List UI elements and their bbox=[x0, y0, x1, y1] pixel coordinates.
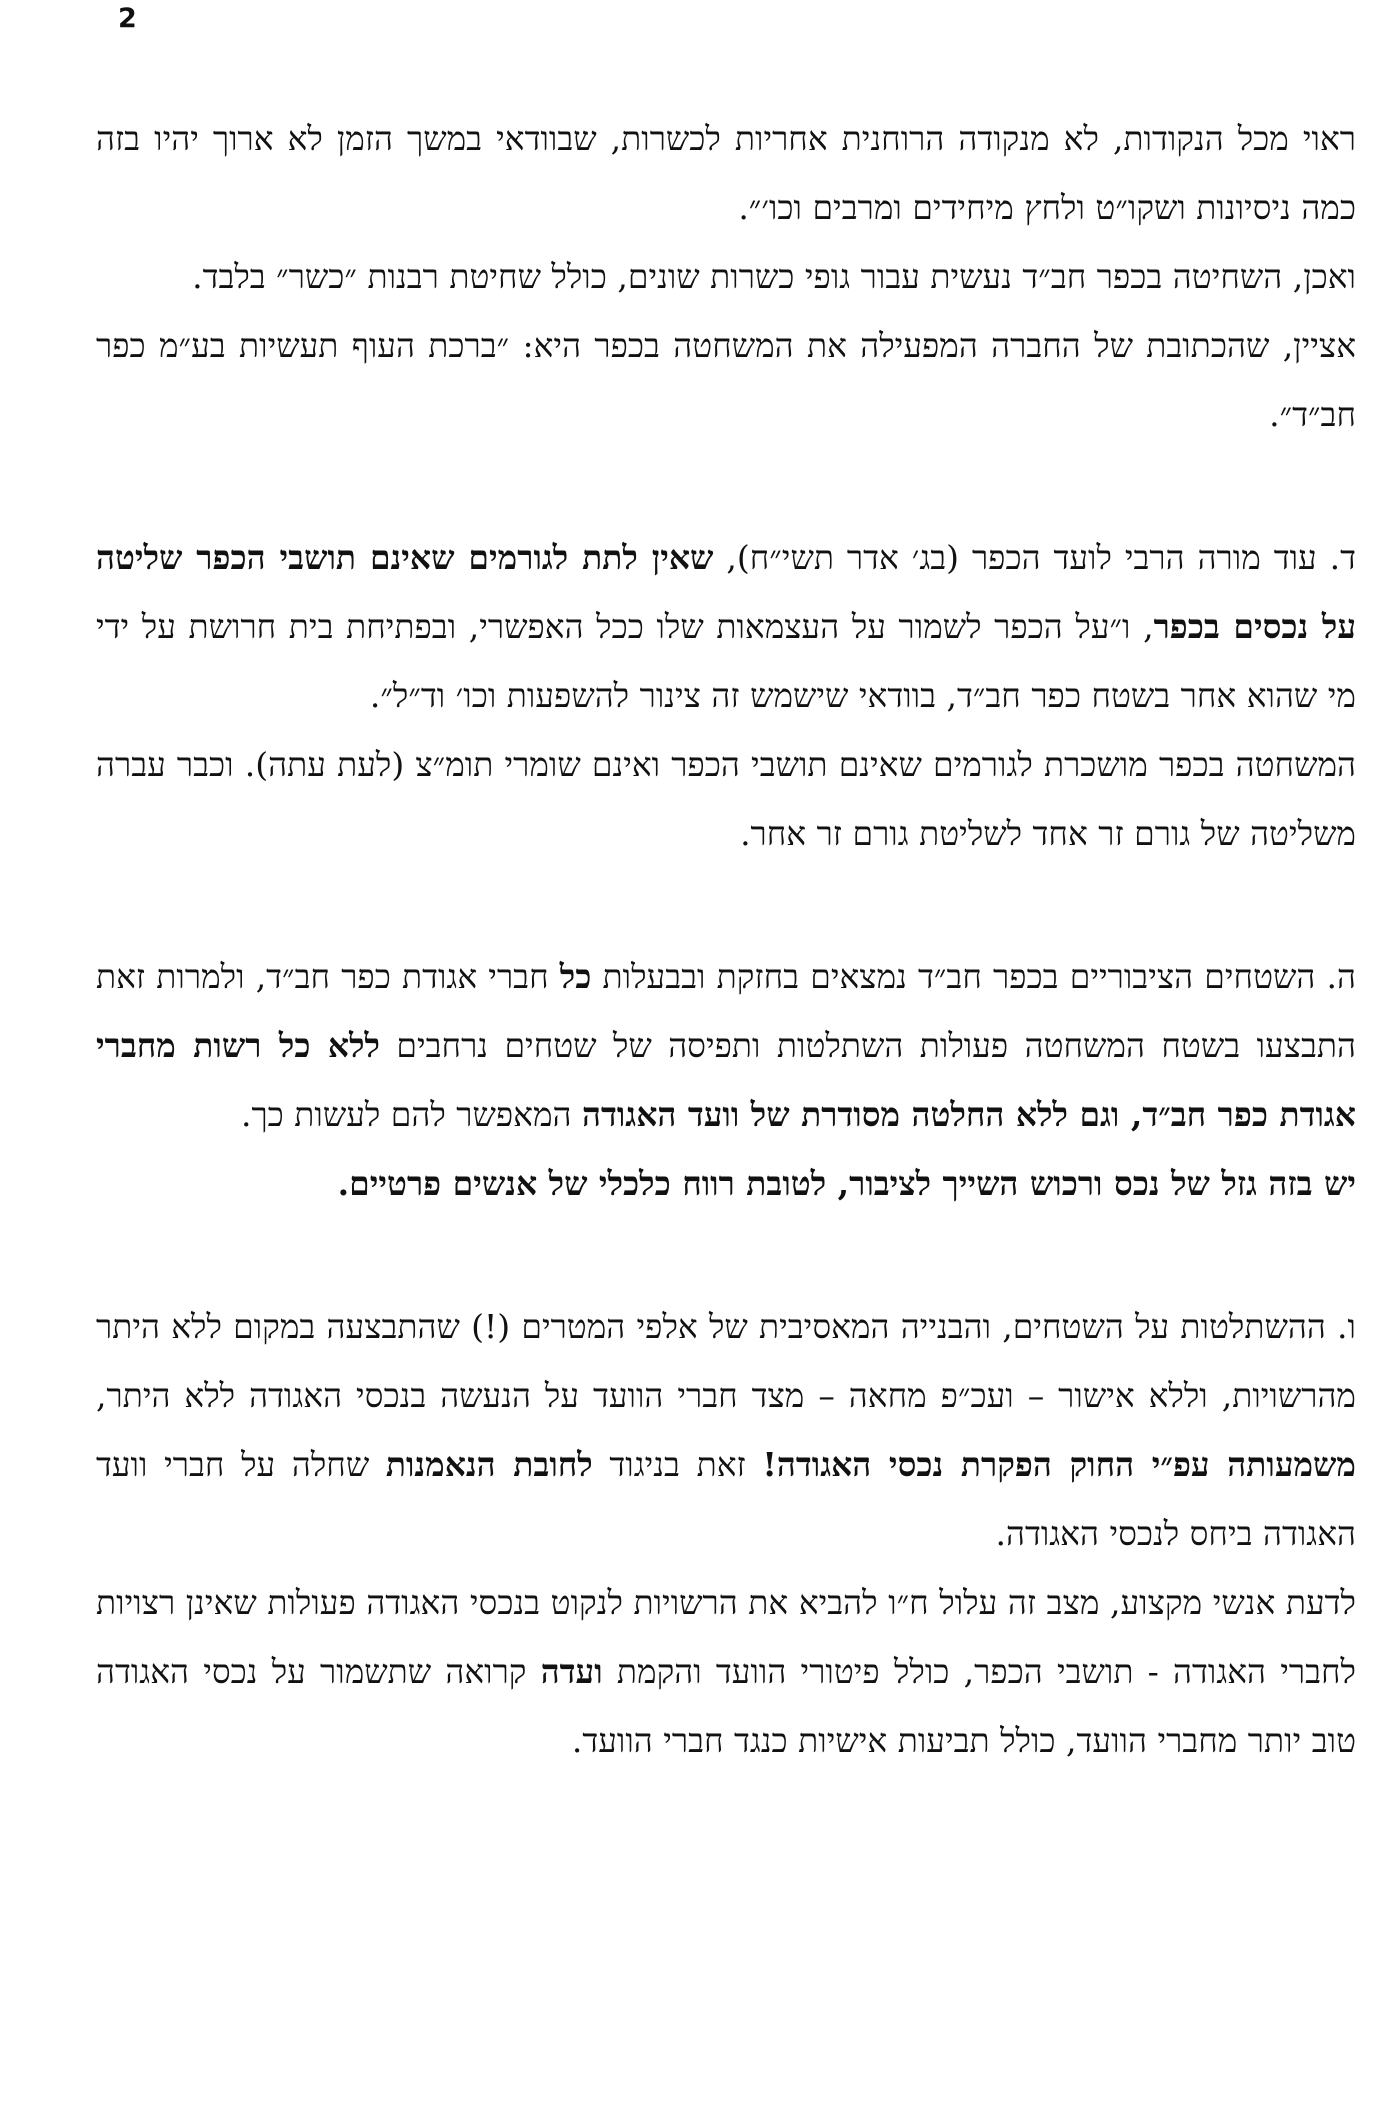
section-gap bbox=[96, 449, 1356, 523]
bold-text: כל bbox=[559, 957, 592, 996]
text-run: זאת בניגוד bbox=[592, 1445, 763, 1484]
section-dalet bbox=[96, 523, 1356, 868]
section-intro bbox=[96, 104, 1356, 449]
text-run: חברי אגודת כפר חב״ד, ולמרות זאת התבצעו בשטח המשחטה פעולות השתלטות ותפיסה של שטחים נרחבים bbox=[96, 957, 1356, 1065]
page-number: 2 bbox=[118, 3, 137, 34]
section-vav bbox=[96, 1292, 1356, 1775]
text-run: המאפשר להם לעשות כך. bbox=[240, 1095, 583, 1134]
text-run: שחלה על חברי וועד האגודה ביחס לנכסי האגודה. bbox=[96, 1445, 1356, 1553]
paragraph bbox=[96, 1149, 1356, 1218]
text-run: ואכן, השחיטה בכפר חב״ד נעשית עבור גופי כשרות שונים, כולל שחיטת רבנות ״כשר״ בלבד. bbox=[192, 257, 1356, 296]
bold-text: משמעותה עפ״י החוק הפקרת נכסי האגודה! bbox=[762, 1445, 1356, 1484]
bold-text: יש בזה גזל של נכס ורכוש השייך לציבור, לטובת רווח כלכלי של אנשים פרטיים. bbox=[337, 1164, 1356, 1203]
text-run: לדעת אנשי מקצוע, מצב זה עלול ח״ו להביא את הרשויות לנקוט בנכסי האגודה פעולות שאינן רצויות לחברי האגודה - תושבי הכפר, כולל פיטורי הוועד והקמת bbox=[96, 1583, 1356, 1691]
text-run: ד. עוד מורה הרבי לועד הכפר (בג׳ אדר תשי״ח), bbox=[713, 538, 1356, 577]
text-run: , ו״על הכפר לשמור על העצמאות שלו ככל האפשרי, ובפתיחת בית חרושת על ידי מי שהוא אחר בשטח כפר חב״ד, בוודאי שישמש זה צינור להשפעות וכו׳ וד״ל״. bbox=[96, 607, 1356, 715]
text-run: ראוי מכל הנקודות, לא מנקודה הרוחנית אחריות לכשרות, שבוודאי במשך הזמן לא ארוך יהיו בזה כמה ניסיונות ושקו״ט ולחץ מיחידים ומרבים וכו׳״. bbox=[96, 119, 1356, 227]
paragraph bbox=[96, 104, 1356, 242]
paragraph bbox=[96, 242, 1356, 311]
text-run: קרואה שתשמור על נכסי האגודה טוב יותר מחברי הוועד, כולל תביעות אישיות כנגד חברי הוועד. bbox=[96, 1652, 1356, 1760]
paragraph bbox=[96, 1568, 1356, 1775]
section-gap bbox=[96, 868, 1356, 942]
bold-text: שאין לתת לגורמים שאינם תושבי הכפר שליטה על נכסים בכפר bbox=[96, 538, 1356, 646]
paragraph bbox=[96, 523, 1356, 730]
document-body bbox=[96, 104, 1356, 1775]
paragraph bbox=[96, 942, 1356, 1149]
paragraph bbox=[96, 1292, 1356, 1568]
paragraph bbox=[96, 730, 1356, 868]
text-run: ה. השטחים הציבוריים בכפר חב״ד נמצאים בחזקת ובבעלות bbox=[591, 957, 1356, 996]
bold-text: ועדה bbox=[540, 1652, 603, 1691]
text-run: המשחטה בכפר מושכרת לגורמים שאינם תושבי הכפר ואינם שומרי תומ״צ (לעת עתה). וכבר עברה משליטה של גורם זר אחד לשליטת גורם זר אחר. bbox=[96, 745, 1356, 853]
bold-text: לחובת הנאמנות bbox=[385, 1445, 593, 1484]
bold-text: ללא כל רשות מחברי אגודת כפר חב״ד, וגם ללא החלטה מסודרת של וועד האגודה bbox=[96, 1026, 1356, 1134]
paragraph bbox=[96, 311, 1356, 449]
section-gap bbox=[96, 1218, 1356, 1292]
section-he bbox=[96, 942, 1356, 1218]
text-run: אציין, שהכתובת של החברה המפעילה את המשחטה בכפר היא: ״ברכת העוף תעשיות בע״מ כפר חב״ד״. bbox=[96, 326, 1356, 434]
text-run: ו. ההשתלטות על השטחים, והבנייה המאסיבית של אלפי המטרים (!) שהתבצעה במקום ללא היתר מהרשויות, וללא אישור – ועכ״פ מחאה – מצד חברי הוועד על הנעשה בנכסי האגודה ללא היתר, bbox=[96, 1307, 1356, 1415]
